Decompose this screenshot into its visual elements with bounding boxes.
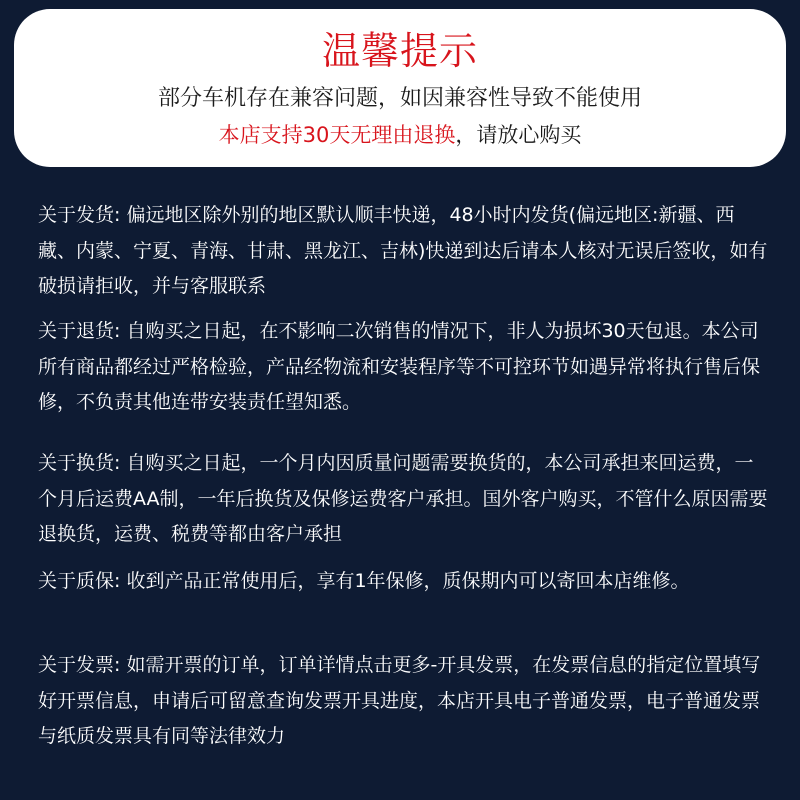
warranty-policy (38, 564, 768, 600)
return-policy-highlight: 本店支持30天无理由退换 (218, 123, 456, 147)
invoice-policy-heading: 关于发票: (38, 654, 121, 676)
return-policy (38, 314, 768, 421)
invoice-policy-text: 如需开票的订单，订单详情点击更多-开具发票，在发票信息的指定位置填写好开票信息，申请后可留意查询发票开具进度，本店开具电子普通发票，电子普通发票与纸质发票具有同等法律效力 (38, 654, 761, 747)
notice-card (14, 9, 786, 167)
buy-with-confidence-text: ，请放心购买 (455, 123, 582, 147)
exchange-policy-heading: 关于换货: (38, 452, 121, 474)
warranty-policy-text: 收到产品正常使用后，享有1年保修，质保期内可以寄回本店维修。 (120, 570, 690, 592)
exchange-policy (38, 446, 768, 553)
notice-compatibility-text: 部分车机存在兼容问题，如因兼容性导致不能使用 (157, 86, 642, 111)
shipping-policy-heading: 关于发货: (38, 204, 121, 226)
shipping-policy (38, 198, 768, 305)
return-policy-heading: 关于退货: (38, 320, 121, 342)
notice-title: 温馨提示 (321, 29, 478, 73)
notice-return-promise (14, 120, 786, 150)
return-policy-text: 自购买之日起，在不影响二次销售的情况下，非人为损坏30天包退。本公司所有商品都经过严格检验，产品经物流和安装程序等不可控环节如遇异常将执行售后保修，不负责其他连带安装责任望知悉。 (38, 320, 761, 413)
exchange-policy-text: 自购买之日起，一个月内因质量问题需要换货的，本公司承担来回运费，一个月后运费AA制，一年后换货及保修运费客户承担。国外客户购买，不管什么原因需要退换货，运费、税费等都由客户承担 (38, 452, 768, 545)
invoice-policy (38, 648, 768, 755)
warranty-policy-heading: 关于质保: (38, 570, 121, 592)
shipping-policy-text: 偏远地区除外别的地区默认顺丰快递，48小时内发货(偏远地区:新疆、西藏、内蒙、宁夏、青海、甘肃、黑龙江、吉林)快递到达后请本人核对无误后签收，如有破损请拒收，并与客服联系 (38, 204, 768, 297)
